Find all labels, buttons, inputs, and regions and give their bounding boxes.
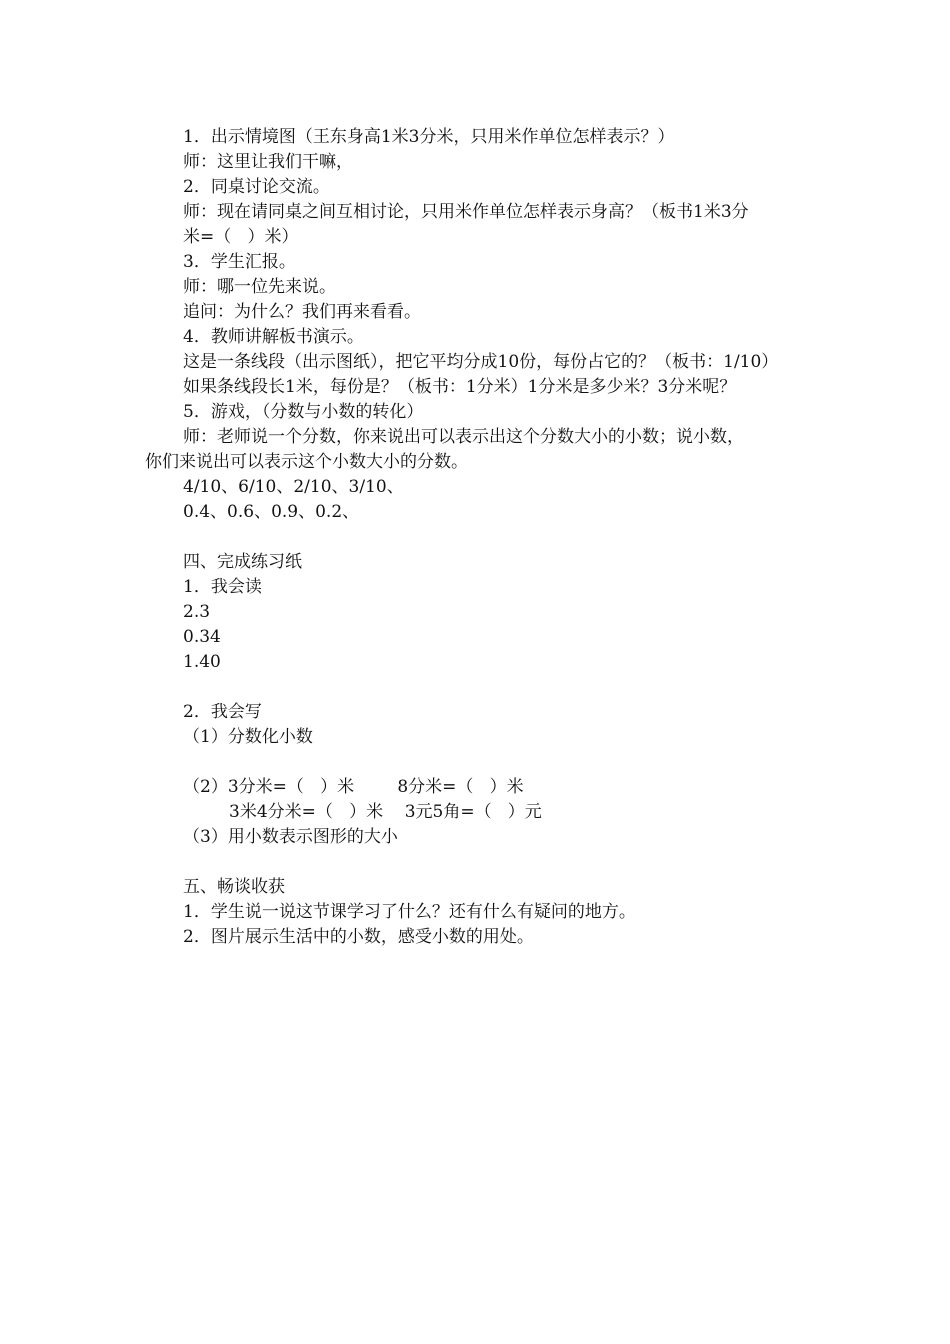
text-line: 1．学生说一说这节课学习了什么？还有什么有疑问的地方。 bbox=[183, 902, 636, 922]
text-line: （2）3分米=（ ）米 8分米=（ ）米 bbox=[183, 777, 524, 797]
text-line: 3．学生汇报。 bbox=[183, 252, 296, 272]
text-line: 你们来说出可以表示这个小数大小的分数。 bbox=[145, 452, 468, 472]
text-line: 2．同桌讨论交流。 bbox=[183, 177, 330, 197]
text-line: 米=（ ）米） bbox=[183, 227, 299, 247]
text-line: 0.4、0.6、0.9、0.2、 bbox=[183, 502, 360, 522]
text-line: 2．我会写 bbox=[183, 702, 262, 722]
text-line: 5．游戏，（分数与小数的转化） bbox=[183, 402, 424, 422]
text-line: 1.40 bbox=[183, 652, 221, 672]
text-line: （1）分数化小数 bbox=[183, 727, 313, 747]
text-line: 师：这里让我们干嘛， bbox=[183, 152, 353, 172]
text-line: 4．教师讲解板书演示。 bbox=[183, 327, 364, 347]
text-line: 4/10、6/10、2/10、3/10、 bbox=[183, 477, 404, 497]
section-heading: 五、畅谈收获 bbox=[183, 877, 285, 897]
text-line: 追问：为什么？我们再来看看。 bbox=[183, 302, 421, 322]
text-line: 师：现在请同桌之间互相讨论，只用米作单位怎样表示身高？（板书1米3分 bbox=[183, 202, 749, 222]
text-line: 2.3 bbox=[183, 602, 211, 622]
text-line: 师：老师说一个分数，你来说出可以表示出这个分数大小的小数；说小数， bbox=[183, 427, 744, 447]
text-line: 0.34 bbox=[183, 627, 221, 647]
text-line: 师：哪一位先来说。 bbox=[183, 277, 336, 297]
section-heading: 四、完成练习纸 bbox=[183, 552, 302, 572]
text-line: 这是一条线段（出示图纸），把它平均分成10份，每份占它的？（板书：1/10） bbox=[183, 352, 779, 372]
text-line: 2．图片展示生活中的小数，感受小数的用处。 bbox=[183, 927, 534, 947]
text-line: 1．我会读 bbox=[183, 577, 262, 597]
text-line: 1．出示情境图（王东身高1米3分米，只用米作单位怎样表示？） bbox=[183, 127, 675, 147]
text-line: 3米4分米=（ ）米 3元5角=（ ）元 bbox=[229, 802, 542, 822]
text-line: 如果条线段长1米，每份是？（板书：1分米）1分米是多少米？3分米呢？ bbox=[183, 377, 737, 397]
text-line: （3）用小数表示图形的大小 bbox=[183, 827, 398, 847]
